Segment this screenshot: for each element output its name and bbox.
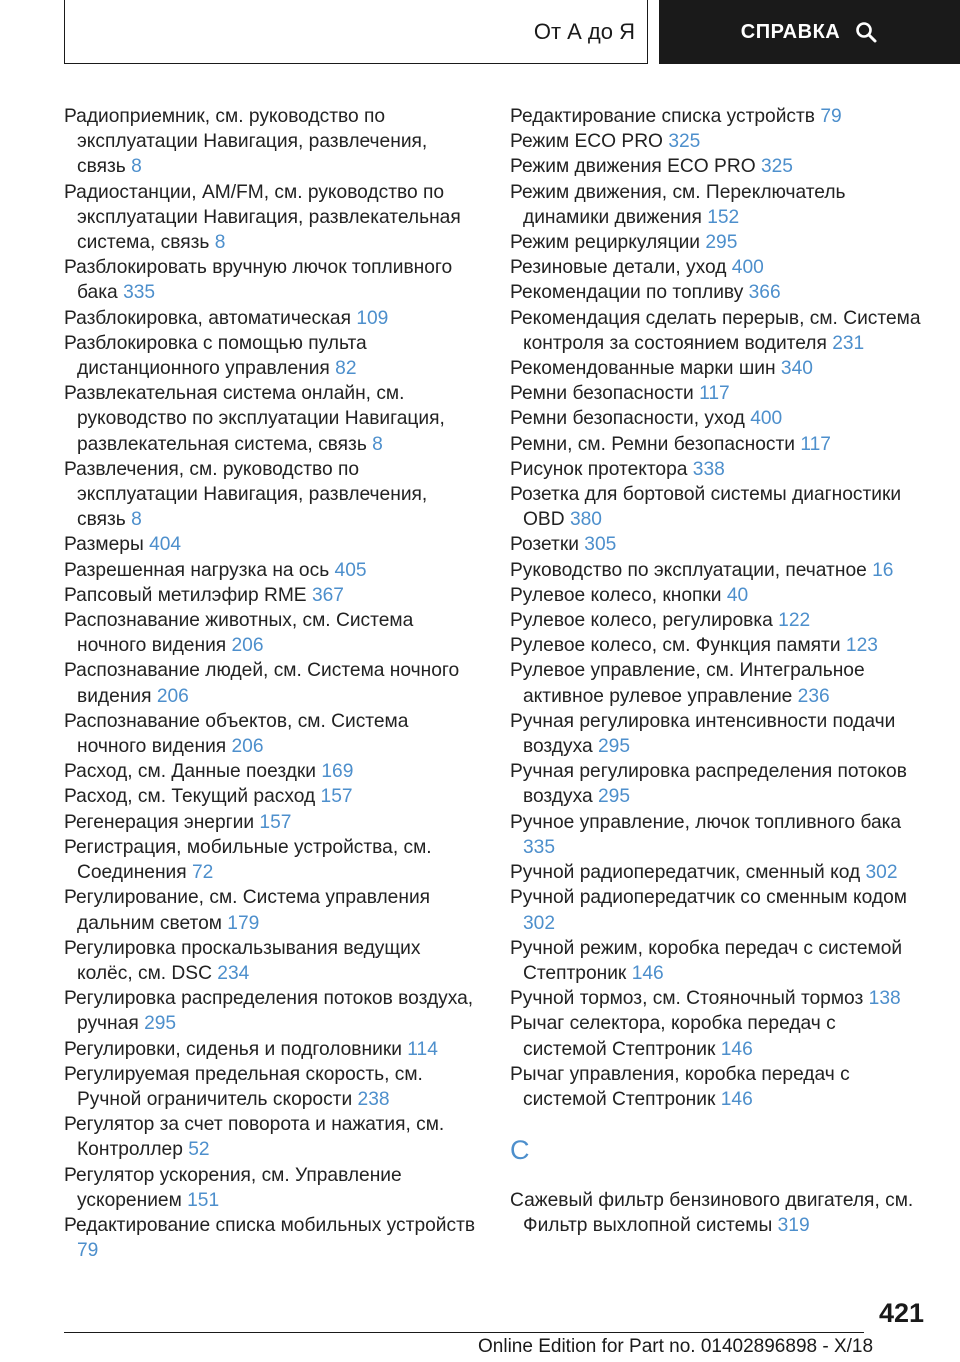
index-entry-text: Розетка для бортовой системы диагностики OBD (510, 484, 902, 531)
index-entry (64, 532, 478, 557)
tab-help[interactable] (659, 0, 960, 64)
page-link[interactable]: 335 (123, 282, 156, 304)
index-entry (510, 532, 924, 557)
index-entry-text: Рулевое управление, см. Интегральное активное рулевое управление (510, 660, 865, 707)
index-entry-text: Расход, см. Текущий расход (64, 786, 316, 808)
index-entry-text: Сажевый фильтр бензинового двигателя, см. Фильтр выхлопной системы (510, 1190, 914, 1237)
page-link[interactable]: 238 (357, 1088, 390, 1110)
index-entry-text: Распознавание объектов, см. Система ночного видения (64, 710, 409, 758)
page-link[interactable]: 404 (149, 534, 182, 556)
index-entry-text: Регулировки, сиденья и подголовники (64, 1038, 402, 1060)
index-entry (64, 885, 478, 935)
index-columns (64, 104, 924, 1263)
index-entry (64, 709, 478, 759)
page-link[interactable]: 335 (523, 836, 556, 858)
index-entry-text: Разблокировка, автоматическая (64, 307, 351, 329)
index-entry (510, 936, 924, 986)
page-link[interactable]: 79 (820, 106, 842, 127)
page-link[interactable]: 114 (407, 1038, 438, 1060)
index-entry-text: Рычаг селектора, коробка передач с системой Стептроник (510, 1013, 836, 1060)
page-link[interactable]: 16 (872, 559, 894, 581)
index-entry-text: Распознавание животных, см. Система ночного видения (64, 610, 414, 657)
index-entry (510, 129, 924, 154)
page-link[interactable]: 117 (699, 383, 730, 405)
page-link[interactable]: 152 (707, 206, 740, 228)
index-entry (510, 381, 924, 406)
index-entry (510, 280, 924, 305)
index-entry-text: Регулировка распределения потоков воздуха, ручная (64, 988, 474, 1035)
index-entry (64, 180, 478, 256)
index-entry-text: Руководство по эксплуатации, печатное (510, 559, 867, 581)
index-entry (510, 885, 924, 935)
index-entry-text: Ручная регулировка распределения потоков воздуха (510, 761, 907, 808)
index-entry-text: Режим рециркуляции (510, 232, 701, 254)
index-entry (510, 306, 924, 356)
index-entry (510, 860, 924, 885)
page-link[interactable]: 8 (214, 232, 226, 254)
page-link[interactable]: 123 (845, 635, 878, 657)
index-entry-text: Рапсовый метилэфир RME (64, 584, 307, 606)
page-link[interactable]: 8 (131, 509, 142, 531)
index-entry (510, 255, 924, 280)
index-entry (64, 255, 478, 305)
index-entry-text: Рекомендации по топливу (510, 282, 744, 304)
index-entry (64, 936, 478, 986)
page-link[interactable]: 146 (720, 1088, 753, 1110)
page-link[interactable]: 206 (156, 685, 189, 707)
index-entry-text: Редактирование списка мобильных устройств (64, 1214, 476, 1236)
index-entry-text: Регулируемая предельная скорость, см. Ручной ограничитель скорости (64, 1063, 423, 1110)
index-entry-text: Рекомендованные марки шин (510, 358, 776, 380)
index-entry (64, 658, 478, 708)
index-entry-text: Регулятор ускорения, см. Управление ускорением (64, 1164, 402, 1211)
index-entry (510, 432, 924, 457)
index-entry-text: Регистрация, мобильные устройства, см. Соединения (64, 836, 432, 884)
index-entry-text: Радиостанции, AM/FM, см. руководство по эксплуатации Навигация, развлекательная система, связь (64, 181, 461, 254)
footer-divider (64, 1332, 864, 1333)
index-entry-text: Разблокировать вручную лючок топливного бака (64, 257, 453, 304)
index-entry (64, 457, 478, 533)
index-entry-text: Распознавание людей, см. Система ночного видения (64, 660, 460, 707)
index-entry-text: Рисунок протектора (510, 458, 688, 480)
index-entry (64, 306, 478, 331)
page-link[interactable]: 146 (631, 962, 664, 984)
page-link[interactable]: 179 (227, 912, 260, 934)
index-entry (510, 1062, 924, 1112)
page-link[interactable]: 79 (77, 1240, 99, 1262)
index-entry-text: Регулировка проскальзывания ведущих колёс, см. DSC (64, 937, 421, 984)
page-link[interactable]: 117 (800, 433, 831, 455)
index-entry-text: Рулевое колесо, регулировка (510, 610, 773, 632)
index-entry-text: Ремни безопасности (510, 383, 694, 405)
tab-a-to-z[interactable] (64, 0, 648, 64)
index-entry (510, 810, 924, 860)
page-link[interactable]: 72 (192, 862, 214, 884)
index-list-section-c (510, 1188, 924, 1238)
search-icon (854, 20, 878, 44)
tab-a-to-z-label: От А до Я (533, 18, 635, 44)
index-entry (64, 608, 478, 658)
index-entry-text: Режим ECO PRO (510, 131, 663, 153)
index-entry (510, 608, 924, 633)
page-link[interactable]: 295 (598, 736, 631, 758)
page-link[interactable]: 206 (231, 635, 264, 657)
page-link[interactable]: 400 (731, 257, 764, 279)
section-letter: С (510, 1135, 530, 1166)
index-entry (510, 759, 924, 809)
page-link[interactable]: 231 (832, 332, 865, 354)
footer-edition-text: Online Edition for Part no. 01402896898 - X/18 (478, 1336, 874, 1357)
page-link[interactable]: 138 (868, 988, 901, 1010)
page-link[interactable]: 157 (259, 811, 292, 833)
page-link[interactable]: 295 (705, 232, 738, 254)
index-entry (510, 1188, 924, 1238)
index-entry (64, 835, 478, 885)
index-entry-text: Ремни, см. Ремни безопасности (510, 433, 796, 455)
index-entry-text: Редактирование списка устройств (510, 106, 816, 127)
index-entry (64, 986, 478, 1036)
index-entry (64, 583, 478, 608)
page-link[interactable]: 109 (356, 307, 389, 329)
index-entry (510, 406, 924, 431)
index-entry-text: Рекомендация сделать перерыв, см. Система контроля за состоянием водителя (510, 307, 921, 354)
page-link[interactable]: 206 (231, 736, 264, 758)
page-link[interactable]: 380 (569, 509, 602, 531)
page-link[interactable]: 146 (720, 1038, 753, 1060)
page-link[interactable]: 305 (584, 534, 617, 556)
index-entry-text: Размеры (64, 534, 144, 556)
page-link[interactable]: 319 (777, 1215, 810, 1237)
page-link[interactable]: 295 (144, 1013, 177, 1035)
index-entry (64, 381, 478, 457)
index-entry (510, 457, 924, 482)
page-link[interactable]: 8 (372, 433, 383, 455)
index-entry (64, 784, 478, 809)
page-link[interactable]: 295 (598, 786, 631, 808)
index-entry-text: Режим движения, см. Переключатель динамики движения (510, 181, 846, 228)
page-link[interactable]: 82 (335, 358, 357, 380)
index-entry (510, 558, 924, 583)
index-entry-text: Розетки (510, 534, 579, 556)
index-entry-text: Ремни безопасности, уход (510, 408, 745, 430)
page-link[interactable]: 325 (760, 156, 793, 178)
index-entry (64, 1037, 478, 1062)
index-entry (64, 810, 478, 835)
index-entry (510, 104, 924, 129)
index-entry-text: Ручной радиопередатчик, сменный код (510, 862, 861, 884)
index-entry (510, 583, 924, 608)
tab-help-label: СПРАВКА (740, 20, 841, 43)
index-entry-text: Рычаг управления, коробка передач с системой Стептроник (510, 1063, 850, 1110)
page-link[interactable]: 405 (334, 559, 367, 581)
page-link[interactable]: 40 (726, 584, 749, 606)
index-entry (510, 709, 924, 759)
page-link[interactable]: 366 (748, 282, 781, 304)
index-entry (510, 986, 924, 1011)
index-entry (64, 331, 478, 381)
page-link[interactable]: 367 (311, 584, 344, 606)
index-entry (64, 759, 478, 784)
index-entry-text: Ручной радиопередатчик со сменным кодом (510, 887, 907, 909)
index-entry-text: Регулирование, см. Система управления дальним светом (64, 887, 431, 934)
index-list-right (510, 104, 924, 1112)
index-entry-text: Расход, см. Данные поездки (64, 761, 317, 783)
index-entry-text: Ручная регулировка интенсивности подачи воздуха (510, 710, 896, 758)
page-link[interactable]: 157 (320, 786, 353, 808)
index-entry (64, 558, 478, 583)
page-link[interactable]: 234 (217, 962, 250, 984)
index-entry-text: Развлекательная система онлайн, см. руководство по эксплуатации Навигация, развлекательная система, связь (64, 383, 445, 455)
page-number: 421 (878, 1298, 924, 1328)
index-entry (510, 180, 924, 230)
index-entry-text: Рулевое колесо, кнопки (510, 584, 722, 606)
index-entry-text: Режим движения ECO PRO (510, 156, 756, 178)
page-link[interactable]: 151 (187, 1189, 220, 1211)
index-column-left (64, 104, 478, 1263)
index-entry (510, 482, 924, 532)
page-link[interactable]: 302 (865, 862, 898, 884)
index-entry (510, 658, 924, 708)
index-entry (64, 1213, 478, 1263)
page-link[interactable]: 169 (321, 761, 354, 783)
page-link[interactable]: 52 (188, 1139, 210, 1161)
page-header (0, 0, 960, 66)
page-link[interactable]: 338 (692, 458, 725, 480)
index-entry-text: Регенерация энергии (64, 811, 255, 833)
index-entry (510, 1011, 924, 1061)
index-entry-text: Разрешенная нагрузка на ось (64, 559, 330, 581)
page-link[interactable]: 340 (780, 358, 813, 380)
index-entry (64, 104, 478, 180)
index-entry-text: Ручной тормоз, см. Стояночный тормоз (510, 988, 864, 1010)
index-column-right (510, 104, 924, 1263)
page-link[interactable]: 325 (668, 131, 701, 153)
index-entry (510, 154, 924, 179)
index-entry-text: Развлечения, см. руководство по эксплуатации Навигация, развлечения, связь (64, 458, 428, 531)
index-entry-text: Ручное управление, лючок топливного бака (510, 811, 902, 833)
index-entry (510, 230, 924, 255)
index-entry-text: Резиновые детали, уход (510, 257, 727, 279)
page-link[interactable]: 302 (523, 912, 556, 934)
index-entry (64, 1112, 478, 1162)
index-entry (510, 633, 924, 658)
page-link[interactable]: 8 (131, 156, 142, 178)
index-entry (64, 1163, 478, 1213)
index-entry-text: Разблокировка с помощью пульта дистанционного управления (64, 332, 367, 380)
index-entry-text: Радиоприемник, см. руководство по эксплуатации Навигация, развлечения, связь (64, 106, 428, 178)
index-entry (64, 1062, 478, 1112)
page-link[interactable]: 400 (750, 408, 783, 430)
index-entry-text: Рулевое колесо, см. Функция памяти (510, 635, 841, 657)
page-link[interactable]: 236 (797, 685, 830, 707)
index-entry (510, 356, 924, 381)
index-entry-text: Регулятор за счет поворота и нажатия, см. Контроллер (64, 1114, 445, 1161)
index-entry-text: Ручной режим, коробка передач с системой Стептроник (510, 937, 903, 984)
page-link[interactable]: 122 (778, 610, 811, 632)
